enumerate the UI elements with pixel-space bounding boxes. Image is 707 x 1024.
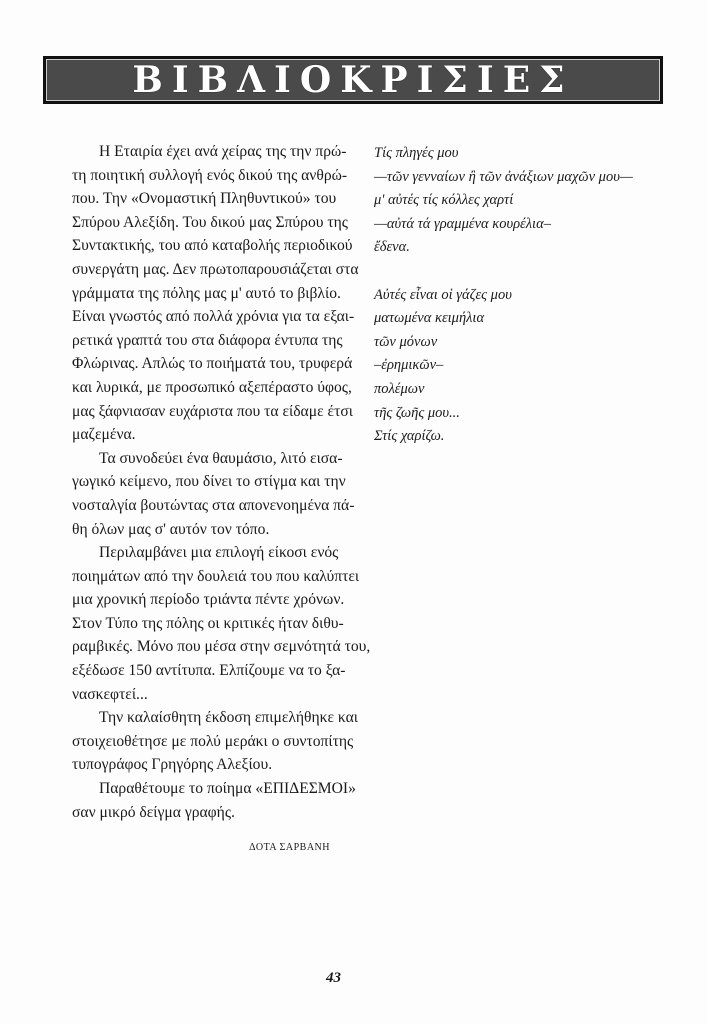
article-line: Παραθέτουμε το ποίημα «ΕΠΙΔΕΣΜΟΙ» bbox=[99, 780, 356, 798]
article-line: ραμβικές. Μόνο που μέσα στην σεμνότητά του, bbox=[72, 638, 371, 656]
article-line: που. Την «Ονομαστική Πληθυντικού» του bbox=[72, 190, 337, 208]
article-line: και λυρικά, με προσωπικό αξεπέραστο ύφος, bbox=[72, 378, 352, 396]
article-line: ρετικά γραπτά του στα διάφορα έντυπα της bbox=[72, 331, 343, 349]
article-line: Σπύρου Αλεξίδη. Του δικού μας Σπύρου της bbox=[72, 213, 348, 231]
article-line: εξέδωσε 150 αντίτυπα. Ελπίζουμε να το ξα- bbox=[72, 662, 346, 680]
article-line: ποιημάτων από την δουλειά του που καλύπτει bbox=[72, 567, 360, 585]
article-line: νασκεφτεί... bbox=[72, 685, 148, 703]
poem-line: Στίς χαρίζω. bbox=[374, 428, 445, 445]
poem-line: μ' αὐτές τίς κόλλες χαρτί bbox=[374, 192, 514, 209]
poem-line: —τῶν γενναίων ἢ τῶν ἀνάξιων μαχῶν μου— bbox=[374, 168, 633, 185]
article-line: Στον Τύπο της πόλης οι κριτικές ήταν διθυ- bbox=[72, 614, 344, 632]
section-banner bbox=[43, 56, 663, 104]
poem-column bbox=[374, 142, 664, 449]
article-line: τη ποιητική συλλογή ενός δικού της ανθρώ- bbox=[72, 166, 348, 184]
article-line: τυπογράφος Γρηγόρης Αλεξίου. bbox=[72, 756, 273, 774]
article-line: Συντακτικής, του από καταβολής περιοδικού bbox=[72, 237, 353, 255]
stanza-gap bbox=[374, 260, 664, 284]
article-line: μας ξάφνιασαν ευχάριστα που τα είδαμε έτσι bbox=[72, 402, 353, 420]
article-line: Την καλαίσθητη έκδοση επιμελήθηκε και bbox=[99, 709, 359, 727]
article-line: Τα συνοδεύει ένα θαυμάσιο, λιτό εισα- bbox=[99, 449, 343, 467]
poem-line: —αὐτά τά γραμμένα κουρέλια– bbox=[374, 215, 551, 232]
article-line: θη όλων μας σ' αυτόν τον τόπο. bbox=[72, 520, 270, 538]
article-line: Είναι γνωστός από πολλά χρόνια για τα εξαι- bbox=[72, 308, 355, 326]
article-line: μαζεμένα. bbox=[72, 426, 136, 444]
article-line: Φλώρινας. Απλώς το ποιήματά του, τρυφερά bbox=[72, 355, 353, 373]
article-line: νοσταλγία βουτώντας στα απονενοημένα πά- bbox=[72, 496, 355, 514]
article-line: Περιλαμβάνει μια επιλογή είκοσι ενός bbox=[99, 544, 339, 562]
poem-line: ἔδενα. bbox=[374, 239, 410, 256]
poem-line: πολέμων bbox=[374, 380, 425, 397]
poem-line: Αὐτές εἶναι οἱ γάζες μου bbox=[374, 286, 512, 303]
article-line: σαν μικρό δείγμα γραφής. bbox=[72, 803, 235, 821]
article-line: μια χρονική περίοδο τριάντα πέντε χρόνων. bbox=[72, 591, 345, 609]
author-signature: ΔΟΤΑ ΣΑΡΒΑΝΗ bbox=[249, 842, 330, 853]
poem-line: τῆς ζωῆς μου... bbox=[374, 404, 460, 421]
poem-line: τῶν μόνων bbox=[374, 333, 438, 350]
poem-line: ματωμένα κειμήλια bbox=[374, 310, 485, 327]
article-line: γράμματα της πόλης μας μ' αυτό το βιβλίο. bbox=[72, 284, 341, 302]
article-line: στοιχειοθέτησε με πολύ μεράκι ο συντοπίτης bbox=[72, 732, 354, 750]
poem-line: Τίς πληγές μου bbox=[374, 145, 459, 161]
article-line: συνεργάτη μας. Δεν πρωτοπαρουσιάζεται στα bbox=[72, 260, 359, 278]
section-title: ΒΙΒΛΙΟΚΡΙΣΙΕΣ bbox=[132, 59, 574, 101]
article-line: γωγικό κείμενο, που δίνει το στίγμα και την bbox=[72, 473, 346, 491]
article-column bbox=[72, 140, 371, 824]
page-number: 43 bbox=[326, 970, 341, 986]
banner-inner bbox=[46, 59, 660, 101]
article-line: Η Εταιρία έχει ανά χείρας της την πρώ- bbox=[99, 143, 347, 160]
poem-line: –ἐρημικῶν– bbox=[374, 357, 444, 374]
